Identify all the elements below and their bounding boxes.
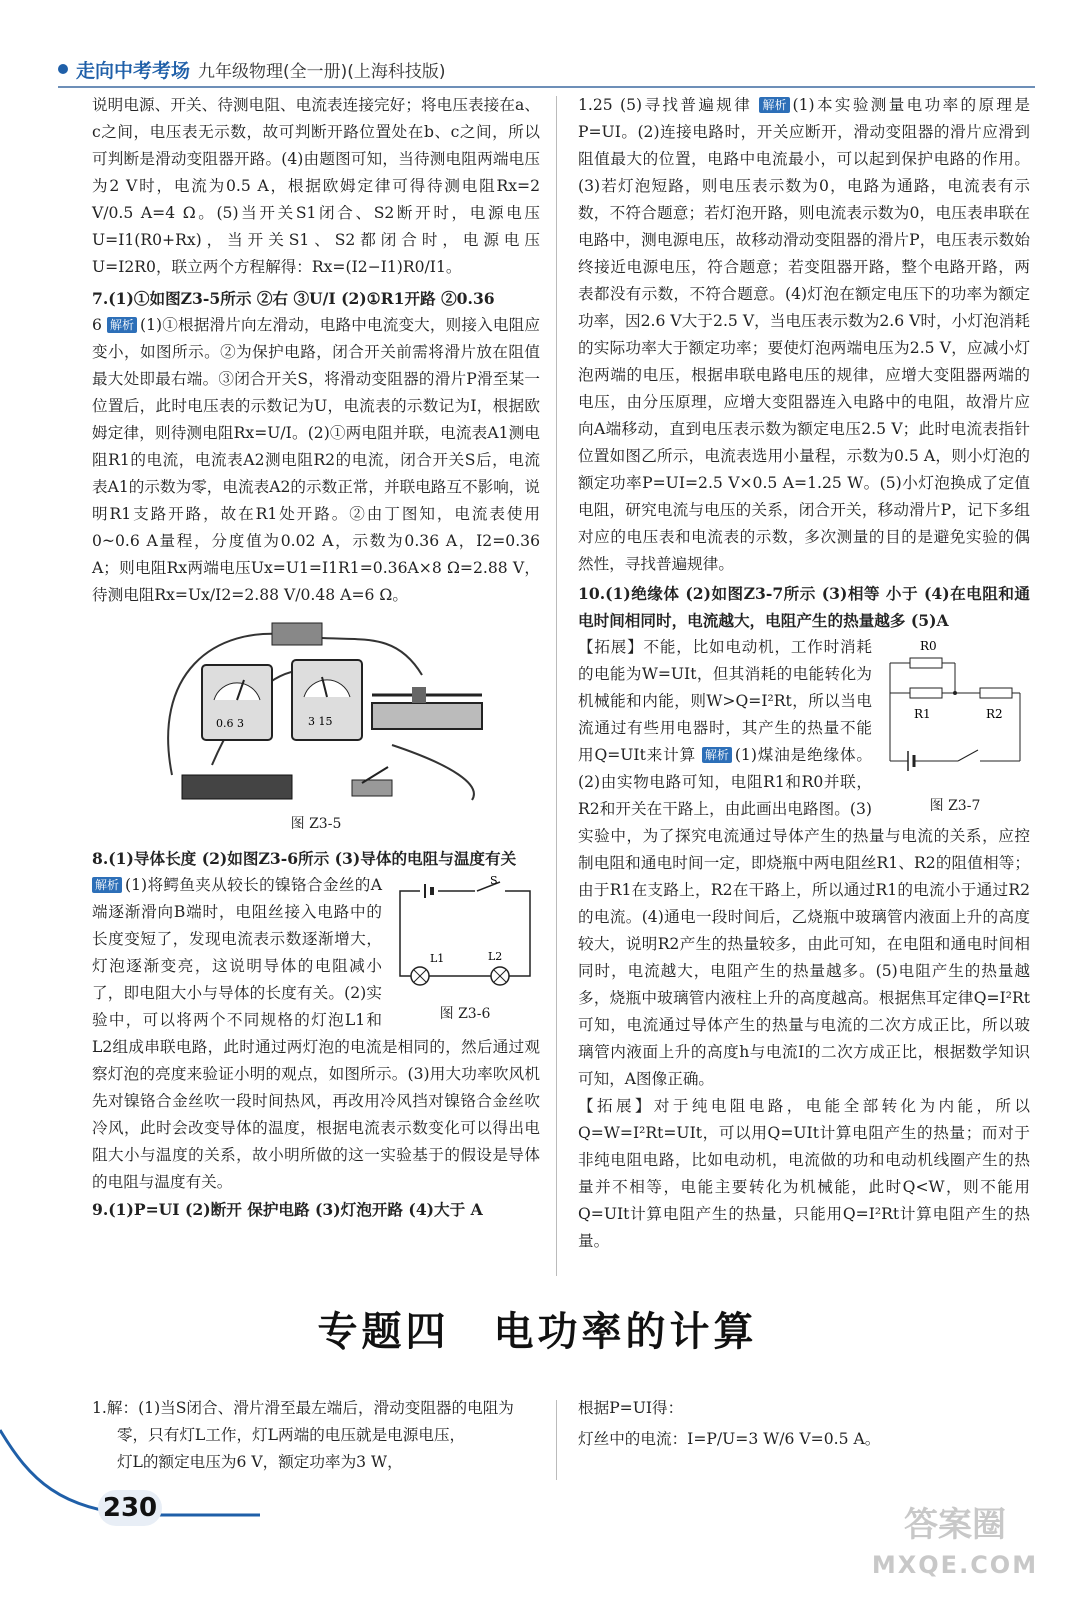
resistor-r2-label: R2 [986,707,1003,721]
bottom-right-column [578,1395,1030,1453]
circuit-photo-illustration [92,615,540,815]
answer-10-extension-2: 【拓展】对于纯电阻电路，电能全部转化为内能，所以Q=W=I²Rt=UIt，可以用Q=UIt计算电阻产生的热量；而对于非纯电阻电路，比如电动机，电流做的功和电动机线圈产生的热量并不相等，电能主要转化为机械能，此时Q<W，则不能用Q=UIt计算电阻产生的热量，只能用Q=I²Rt计算电阻产生的热量。 [578,1097,1030,1250]
header-rule [58,86,1035,88]
ammeter-scale-label: 0.6 3 [216,717,244,730]
answer-8-block [92,872,540,1196]
figure-z3-5 [92,615,540,832]
section-title: 专题四 电功率的计算 [317,1309,758,1355]
bottom-column-divider [556,1400,557,1480]
solution-1-part-b: 灯L的额定电压为6 V，额定功率为3 W， [116,1453,403,1471]
book-subtitle: 九年级物理(全一册)(上海科技版) [198,61,446,82]
answer-6-continued: 说明电源、开关、待测电阻、电流表连接完好；将电压表接在a、c之间，电压表无示数，故可判断开路位置处在b、c之间，所以可判断是滑动变阻器开路。(4)由题图可知，当待测电阻两端电压为2 V时，电流为0.5 A，根据欧姆定律可得待测电阻Rx=2 V/0.5 A=4 Ω。(5)当开关S1闭合、S2断开时，电源电压U=I1(R0+Rx)，当开关S1、S2都闭合时，电源电压U=I2R0，联立两个方程解得：Rx=(I2−I1)R0/I1。 [92,96,540,276]
analysis-tag: 解析 [107,317,137,333]
lamp-l1-label: L1 [430,952,445,965]
answer-9-continued [578,92,1030,578]
switch-label: S [490,876,498,887]
analysis-tag: 解析 [92,877,122,893]
page-number: 230 [98,1490,162,1526]
answer-10-analysis: (1)煤油是绝缘体。(2)由实物电路可知，电阻R1和R0并联，R2和开关在干路上，由此画出电路图。(3)实验中，为了探究电流通过导体产生的热量与电流的关系，应控制电阻和通电时间一定，即烧瓶中两电阻丝R1、R2的阻值相等；由于R1在支路上，R2在干路上，所以通过R1的电流小于通过R2的电流。(4)通电一段时间后，乙烧瓶中玻璃管内液面上升的高度较大，说明R2产生的热量较多，由此可知，在电阻和通电时间相同时，电流越大，电阻产生的热量越多。(5)电阻产生的热量越多，烧瓶中玻璃管内液柱上升的高度越高。根据焦耳定律Q=I²Rt可知，电流通过导体产生的热量与电流的二次方成正比，所以玻璃管内液面上升的高度h与电流I的二次方成正比，根据数学知识可知，A图像正确。 [578,746,1030,1088]
resistor-r1-label: R1 [914,707,931,721]
series-lamp-circuit-diagram [390,876,540,994]
voltmeter-scale-label: 3 15 [308,715,333,728]
solution-1-current: 灯丝中的电流：I=P/U=3 W/6 V=0.5 A。 [578,1430,881,1448]
analysis-tag: 解析 [759,97,789,113]
header-bullet-icon [58,64,68,74]
lamp-l2-label: L2 [488,950,503,963]
solution-1-part-a: 1.解：(1)当S闭合、滑片滑至最左端后，滑动变阻器的电阻为零，只有灯L工作，灯L两端的电压就是电源电压， [92,1399,514,1444]
parallel-resistor-circuit-diagram [880,636,1030,786]
figure-z3-6-caption: 图 Z3-6 [439,1006,491,1022]
left-column [92,92,540,1223]
figure-z3-5-caption: 图 Z3-5 [290,816,342,832]
figure-z3-7-caption: 图 Z3-7 [929,798,981,814]
answer-8: 8.(1)导体长度 (2)如图Z3-6所示 (3)导体的电阻与温度有关 [92,849,517,868]
watermark-logo-text: 答案圈 [904,1505,1006,1545]
watermark-url: MXQE.COM [871,1551,1039,1579]
answer-9-tail: 1.25 (5)寻找普遍规律 [578,96,753,114]
column-divider [556,96,557,1276]
solution-1-formula-intro: 根据P=UI得： [578,1399,684,1417]
answer-7-tail: 6 [92,316,102,334]
right-column [578,92,1030,1255]
figure-z3-6 [390,876,540,1022]
answer-10-block [578,634,1030,1093]
running-header [58,52,446,86]
answer-8-analysis: (1)将鳄鱼夹从较长的镍铬合金丝的A端逐渐滑向B端时，电阻丝接入电路中的长度变短了，发现电流表示数逐渐增大，灯泡逐渐变亮，这说明导体的电阻减小了，即电阻大小与导体的长度有关。(2)实验中，可以将两个不同规格的灯泡L1和L2组成串联电路，此时通过两灯泡的电流是相同的，然后通过观察灯泡的亮度来验证小明的观点，如图所示。(3)用大功率吹风机先对镍铬合金丝吹一段时间热风，再改用冷风挡对镍铬合金丝吹冷风，此时会改变导体的温度，根据电流表示数变化可以得出电阻大小与温度的关系，故小明所做的这一实验基于的假设是导体的电阻与温度有关。 [92,876,540,1191]
answer-7-analysis: (1)①根据滑片向左滑动，电路中电流变大，则接入电阻应变小，如图所示。②为保护电路，闭合开关前需将滑片放在阻值最大处即最右端。③闭合开关S，将滑动变阻器的滑片P滑至某一位置后，此时电压表的示数记为U，电流表的示数记为I，根据欧姆定律，则待测电阻Rx=U/I。(2)①两电阻并联，电流表A1测电阻R1的电流，电流表A2测电阻R2的电流，闭合开关S后，电流表A1的示数为零，电流表A2的示数正常，并联电路互不影响，说明R1支路开路，故在R1处开路。②由丁图知，电流表使用0~0.6 A量程，分度值为0.02 A，示数为0.36 A，I2=0.36 A；则电阻Rx两端电压Ux=U1=I1R1=0.36A×8 Ω=2.88 V，待测电阻Rx=Ux/I2=2.88 V/0.48 A=6 Ω。 [92,316,540,604]
answer-9: 9.(1)P=UI (2)断开 保护电路 (3)灯泡开路 (4)大于 A [92,1200,483,1219]
resistor-r0-label: R0 [920,639,937,653]
site-watermark [860,1500,1050,1590]
answer-7-explanation [92,312,540,609]
answer-9-analysis: (1)本实验测量电功率的原理是P=UI。(2)连接电路时，开关应断开，滑动变阻器的滑片应滑到阻值最大的位置，电路中电流最小，可以起到保护电路的作用。(3)若灯泡短路，则电压表示数为0，电路为通路，电流表有示数，不符合题意；若灯泡开路，则电流表示数为0，电压表串联在电路中，测电源电压，故移动滑动变阻器的滑片P，电压表示数始终接近电源电压，符合题意；若变阻器开路，整个电路开路，两表都没有示数，不符合题意。(4)灯泡在额定电压下的功率为额定功率，因2.6 V大于2.5 V，当电压表示数为2.6 V时，小灯泡消耗的实际功率大于额定功率；要使灯泡两端电压为2.5 V，应减小灯泡两端的电压，根据串联电路电压的规律，应增大变阻器两端的电压，由分压原理，应增大变阻器连入电路中的电阻，故滑片应向A端移动，直到电压表示数为额定电压2.5 V；此时电流表指针位置如图乙所示，电流表选用小量程，示数为0.5 A，则小灯泡的额定功率P=UI=2.5 V×0.5 A=1.25 W。(5)小灯泡换成了定值电阻，研究电流与电压的关系，闭合开关，移动滑片P，记下多组对应的电压表和电流表的示数，多次测量的目的是避免实验的偶然性，寻找普遍规律。 [578,96,1030,573]
answer-7: 7.(1)①如图Z3-5所示 ②右 ③U/I (2)①R1开路 ②0.36 [92,289,495,308]
book-series-title: 走向中考考场 [76,59,191,82]
analysis-tag: 解析 [702,747,732,763]
answer-10-extension-text: 【拓展】不能，比如电动机，工作时消耗的电能为W=UIt，但其消耗的电能转化为机械能和内能，则W>Q=I²Rt，所以当电流通过有些用电器时，其产生的热量不能用Q=UIt来计算 [578,638,872,764]
figure-z3-7 [880,636,1030,816]
answer-10: 10.(1)绝缘体 (2)如图Z3-7所示 (3)相等 小于 (4)在电阻和通电时间相同时，电流越大，电阻产生的热量越多 (5)A [578,584,1030,630]
